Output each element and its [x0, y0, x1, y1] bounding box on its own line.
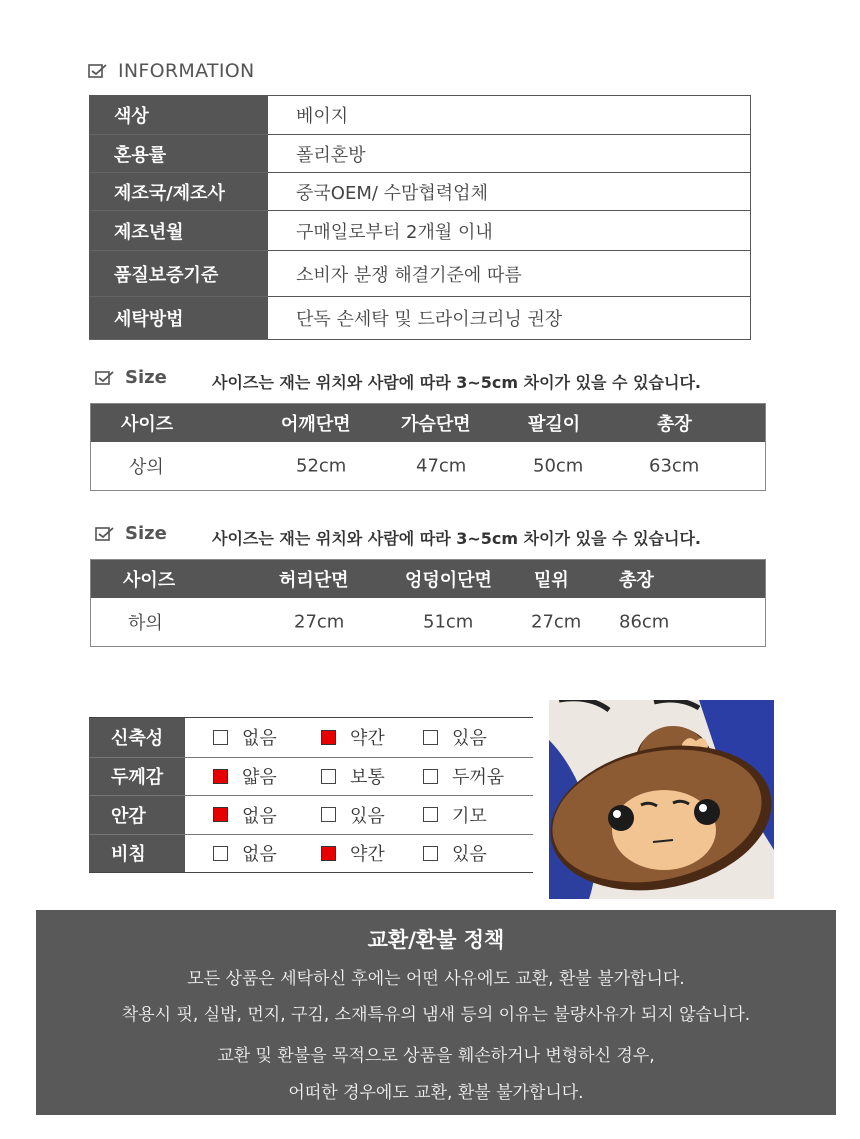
property-label: 두께감: [89, 758, 185, 796]
size-data-cell: 하의: [128, 613, 163, 634]
size-data-cell: 상의: [129, 457, 164, 478]
checkbox[interactable]: [423, 769, 438, 784]
size-data-cell: 86cm: [619, 611, 670, 633]
info-row: [90, 297, 751, 340]
size-top-note: 사이즈는 재는 위치와 사람에 따라 3~5cm 차이가 있을 수 있습니다.: [212, 373, 701, 392]
policy-title: 교환/환불 정책: [367, 928, 505, 952]
size-header-row: [91, 404, 765, 442]
size-data-cell: 50cm: [533, 455, 584, 477]
property-table: [89, 717, 533, 873]
checkbox[interactable]: [321, 769, 336, 784]
property-label: 신축성: [89, 718, 185, 757]
property-row-thickness: [89, 757, 533, 796]
option-slight[interactable]: 약간: [321, 724, 385, 750]
info-label: 색상: [90, 96, 268, 135]
info-value: 단독 손세탁 및 드라이크리닝 권장: [268, 297, 751, 340]
information-table: [89, 95, 751, 340]
checklist-icon: [95, 526, 115, 542]
option-none[interactable]: 없음: [213, 802, 277, 828]
option-normal[interactable]: 보통: [321, 763, 385, 789]
info-value: 소비자 분쟁 해결기준에 따름: [268, 251, 751, 297]
info-value: 베이지: [268, 96, 751, 135]
checkbox-checked[interactable]: [321, 730, 336, 745]
fabric-print-photo: [549, 700, 774, 899]
size-bottom-title: Size: [95, 523, 167, 544]
size-header-cell: 총장: [657, 414, 692, 435]
size-header-cell: 팔길이: [528, 414, 581, 435]
checkbox[interactable]: [213, 730, 228, 745]
checkbox[interactable]: [423, 846, 438, 861]
property-row-stretch: [89, 718, 533, 757]
size-header-cell: 사이즈: [123, 570, 176, 591]
info-row: [90, 251, 751, 297]
size-data-cell: 63cm: [649, 455, 700, 477]
size-header-cell: 총장: [619, 570, 654, 591]
size-header-cell: 허리단면: [279, 570, 349, 591]
option-yes[interactable]: 있음: [423, 724, 487, 750]
info-value: 중국OEM/ 수맘협력업체: [268, 173, 751, 211]
checklist-icon: [95, 370, 115, 386]
refund-policy-box: [36, 910, 836, 1115]
size-data-cell: 51cm: [423, 611, 474, 633]
property-label: 비침: [89, 835, 185, 873]
property-row-sheerness: [89, 834, 533, 873]
size-header-cell: 어깨단면: [281, 414, 351, 435]
size-header-cell: 사이즈: [121, 414, 174, 435]
policy-line: 어떠한 경우에도 교환, 환불 불가합니다.: [288, 1083, 584, 1103]
size-bottom-note: 사이즈는 재는 위치와 사람에 따라 3~5cm 차이가 있을 수 있습니다.: [212, 529, 701, 548]
property-row-lining: [89, 795, 533, 834]
info-row: [90, 135, 751, 173]
size-header-cell: 엉덩이단면: [405, 570, 492, 591]
checkbox[interactable]: [213, 846, 228, 861]
info-label: 세탁방법: [90, 297, 268, 340]
option-none[interactable]: 없음: [213, 724, 277, 750]
option-thick[interactable]: 두꺼움: [423, 763, 504, 789]
option-thin[interactable]: 얇음: [213, 763, 277, 789]
size-data-row: [91, 442, 765, 490]
size-header-cell: 가슴단면: [401, 414, 471, 435]
info-value: 폴리혼방: [268, 135, 751, 173]
info-label: 제조년월: [90, 211, 268, 251]
policy-line: 교환 및 환불을 목적으로 상품을 훼손하거나 변형하신 경우,: [217, 1046, 655, 1066]
checkbox[interactable]: [423, 730, 438, 745]
checklist-icon: [88, 63, 108, 79]
checkbox[interactable]: [423, 807, 438, 822]
size-data-cell: 27cm: [531, 611, 582, 633]
info-value: 구매일로부터 2개월 이내: [268, 211, 751, 251]
size-header-row: [91, 560, 765, 598]
checkbox-checked[interactable]: [213, 807, 228, 822]
option-slight[interactable]: 약간: [321, 840, 385, 866]
info-row: [90, 173, 751, 211]
info-label: 품질보증기준: [90, 251, 268, 297]
checkbox-checked[interactable]: [321, 846, 336, 861]
info-row: [90, 211, 751, 251]
size-data-cell: 47cm: [416, 455, 467, 477]
option-fleece[interactable]: 기모: [423, 802, 487, 828]
property-label: 안감: [89, 796, 185, 834]
size-top-table: [90, 403, 766, 491]
option-none[interactable]: 없음: [213, 840, 277, 866]
size-header-cell: 밑위: [534, 570, 569, 591]
size-data-cell: 52cm: [296, 455, 347, 477]
size-data-row: [91, 598, 765, 646]
policy-line: 착용시 핏, 실밥, 먼지, 구김, 소재특유의 냄새 등의 이유는 불량사유가 되지 않습니다.: [121, 1005, 751, 1025]
size-data-cell: 27cm: [294, 611, 345, 633]
size-bottom-table: [90, 559, 766, 647]
info-label: 제조국/제조사: [90, 173, 268, 211]
info-row: [90, 96, 751, 135]
option-yes[interactable]: 있음: [321, 802, 385, 828]
size-top-title: Size: [95, 367, 167, 388]
option-yes[interactable]: 있음: [423, 840, 487, 866]
info-label: 혼용률: [90, 135, 268, 173]
checkbox[interactable]: [321, 807, 336, 822]
information-title: INFORMATION: [88, 60, 255, 82]
checkbox-checked[interactable]: [213, 769, 228, 784]
policy-line: 모든 상품은 세탁하신 후에는 어떤 사유에도 교환, 환불 불가합니다.: [187, 969, 685, 989]
